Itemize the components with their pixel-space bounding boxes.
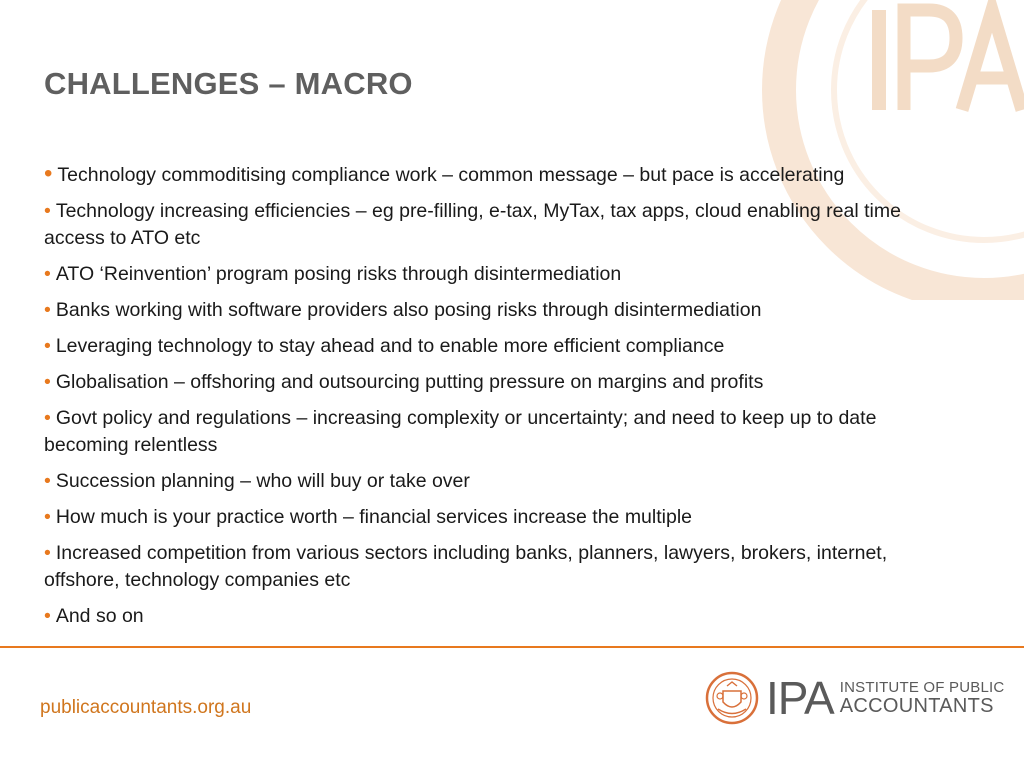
bullet-item	[44, 504, 904, 531]
bullet-dot: •	[44, 160, 53, 187]
bullet-list	[44, 160, 904, 639]
ipa-logo-text	[840, 679, 1005, 717]
bullet-dot: •	[44, 200, 51, 222]
footer-divider	[0, 646, 1024, 648]
bullet-dot: •	[44, 335, 51, 357]
bullet-dot: •	[44, 506, 51, 528]
bullet-dot: •	[44, 263, 51, 285]
bullet-item	[44, 603, 904, 630]
bullet-item	[44, 160, 904, 189]
bullet-item	[44, 333, 904, 360]
bullet-text: Banks working with software providers also posing risks through disintermediation	[55, 299, 762, 321]
bullet-dot: •	[44, 542, 51, 564]
bullet-dot: •	[44, 470, 51, 492]
footer-url: publicaccountants.org.au	[40, 697, 252, 718]
bullet-text: Globalisation – offshoring and outsourcing putting pressure on margins and profits	[55, 371, 764, 393]
slide-title: CHALLENGES – MACRO	[44, 66, 413, 101]
bullet-text: Leveraging technology to stay ahead and to enable more efficient compliance	[55, 335, 725, 357]
bullet-dot: •	[44, 371, 51, 393]
ipa-seal-icon	[705, 671, 759, 725]
bullet-item	[44, 198, 904, 252]
ipa-logo	[705, 670, 1004, 726]
bullet-dot: •	[44, 299, 51, 321]
bullet-item	[44, 405, 904, 459]
ipa-logo-mark: IPA	[766, 672, 834, 724]
bullet-item	[44, 468, 904, 495]
bullet-text: How much is your practice worth – financial services increase the multiple	[55, 506, 693, 528]
bullet-text: Succession planning – who will buy or take over	[55, 470, 470, 492]
bullet-text: And so on	[55, 605, 144, 627]
bullet-dot: •	[44, 605, 51, 627]
bullet-item	[44, 297, 904, 324]
bullet-text: Technology increasing efficiencies – eg pre-filling, e-tax, MyTax, tax apps, cloud enabling real time access to ATO etc	[44, 200, 901, 249]
bullet-text: Govt policy and regulations – increasing complexity or uncertainty; and need to keep up to date becoming relentless	[44, 407, 877, 456]
bullet-text: Technology commoditising compliance work – common message – but pace is accelerating	[57, 164, 845, 186]
bullet-text: ATO ‘Reinvention’ program posing risks through disintermediation	[55, 263, 622, 285]
bullet-item	[44, 261, 904, 288]
logo-line-1: INSTITUTE OF PUBLIC	[839, 679, 1005, 696]
logo-line-2: ACCOUNTANTS	[839, 695, 994, 717]
bullet-item	[44, 540, 904, 594]
bullet-dot: •	[44, 407, 51, 429]
bullet-item	[44, 369, 904, 396]
bullet-text: Increased competition from various sectors including banks, planners, lawyers, brokers, internet, offshore, technology companies etc	[44, 542, 888, 591]
